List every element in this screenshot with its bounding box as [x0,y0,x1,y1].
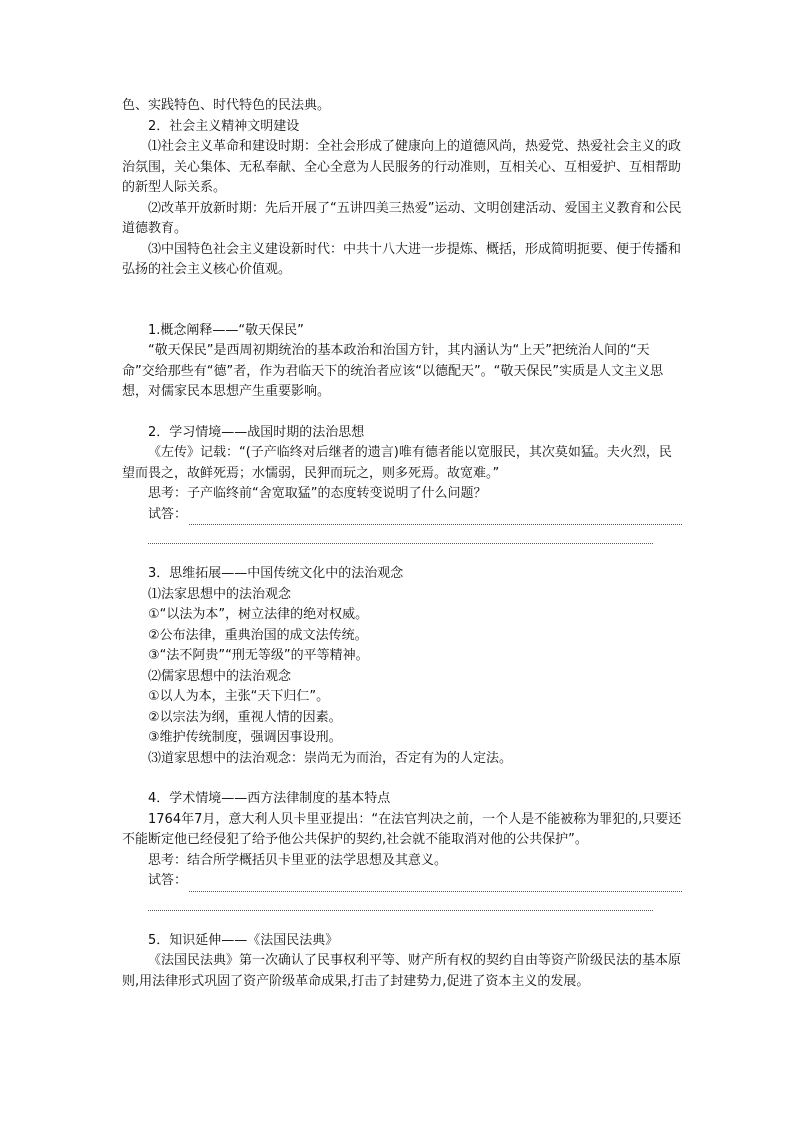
section-1-body: “敬天保民”是西周初期统治的基本政治和治国方针，其内涵认为“上天”把统治人间的“天命”交给那些有“德”者，作为君临天下的统治者应该“以德配天”。“敬天保民”实质是人文主义思想，对儒家民本思想产生重要影响。 [122,343,664,399]
section-5-body: 《法国民法典》第一次确认了民事权利平等、财产所有权的契约自由等资产阶级民法的基本原则,用法律形式巩固了资产阶级革命成果,打击了封建势力,促进了资本主义的发展。 [122,953,682,989]
list-item: ②公布法律，重典治国的成文法传统。 [148,627,368,643]
answer-label: 试答： [148,506,188,522]
continuation-line: 色、实践特色、时代特色的民法典。 [122,98,331,113]
answer-dotted-line [189,510,682,525]
item-2-title: 2．社会主义精神文明建设 [148,118,300,134]
section-2-think: 思考：子产临终前“舍宽取猛”的态度转变说明了什么问题？ [148,486,487,501]
answer-dotted-line-2 [148,525,653,544]
list-item: ①以人为本，主张“天下归仁”。 [148,689,330,704]
section-1-title: 1.概念阐释——“敬天保民” [148,322,304,338]
section-2-title: 2．学习情境——战国时期的法治思想 [148,424,365,440]
section-4-body: 1764年7月，意大利人贝卡里亚提出：“在法官判决之前，一个人是不能被称为罪犯的,只要还不能断定他已经侵犯了给予他公共保护的契约,社会就不能取消对他的公共保护”。 [122,811,682,847]
section-2-quote: 《左传》记载：“(子产临终对后继者的遗言)唯有德者能以宽服民，其次莫如猛。夫火烈，民望而畏之，故鲜死焉；水懦弱，民狎而玩之，则多死焉。故宽难。” [122,445,672,481]
subheading-daoist: ⑶道家思想中的法治观念：崇尚无为而治，否定有为的人定法。 [148,750,513,766]
list-item: ③“法不阿贵”“刑无等级”的平等精神。 [148,648,369,663]
section-3-title: 3．思维拓展——中国传统文化中的法治观念 [148,566,404,581]
answer-dotted-line [189,877,682,892]
answer-label: 试答： [148,873,188,888]
paragraph-reform-period: ⑵改革开放新时期：先后开展了“五讲四美三热爱”运动、文明创建活动、爱国主义教育和公民道德教育。 [122,200,682,236]
section-4-answer-line[interactable] [122,871,682,892]
section-4-think: 思考：结合所学概括贝卡里亚的法学思想及其意义。 [148,852,448,868]
section-5-title: 5．知识延伸——《法国民法典》 [148,932,339,948]
paragraph-new-era: ⑶中国特色社会主义建设新时代：中共十八大进一步提炼、概括，形成简明扼要、便于传播和弘扬的社会主义核心价值观。 [122,241,682,277]
list-item: ②以宗法为纲，重视人情的因素。 [148,709,342,725]
paragraph-revolution-period: ⑴社会主义革命和建设时期：全社会形成了健康向上的道德风尚，热爱党、热爱社会主义的政治氛围，关心集体、无私奉献、全心全意为人民服务的行动准则，互相关心、互相爱护、互相帮助的新型人际关系。 [122,139,682,195]
list-item: ③维护传统制度，强调因事设刑。 [148,730,342,745]
subheading-legalist: ⑴法家思想中的法治观念 [148,586,292,602]
subheading-confucian: ⑵儒家思想中的法治观念 [148,668,292,684]
section-2-answer-line[interactable] [122,505,682,526]
list-item: ①“以法为本”，树立法律的绝对权威。 [148,607,369,622]
answer-dotted-line-2 [148,892,653,911]
section-4-title: 4．学术情境——西方法律制度的基本特点 [148,791,391,806]
document-page [122,96,682,992]
